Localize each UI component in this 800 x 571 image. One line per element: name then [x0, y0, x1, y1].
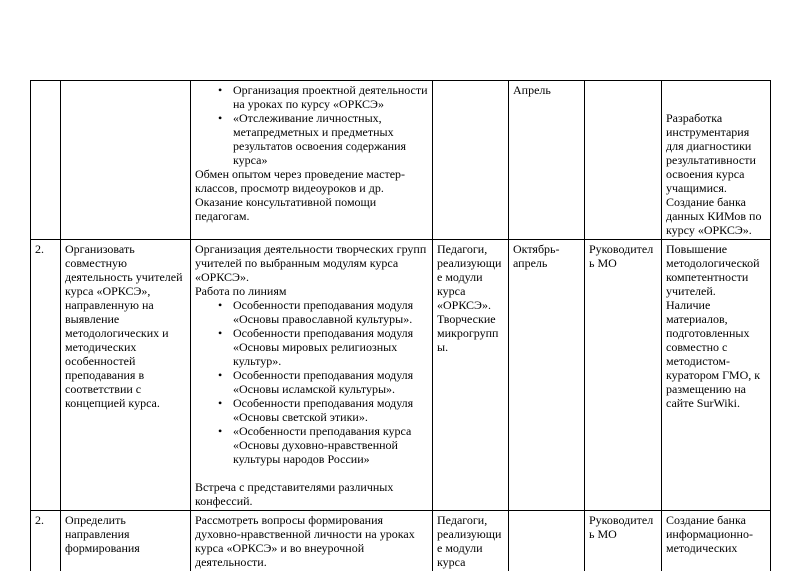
- paragraph: Педагоги, реализующие модули курса: [437, 513, 504, 569]
- paragraph: 2.: [35, 513, 56, 527]
- cell-time: [509, 511, 585, 571]
- bullet-item: • Особенности преподавания модуля «Основы светской этики».: [195, 396, 428, 424]
- table-row: [31, 511, 771, 571]
- cell-participants: [433, 81, 509, 240]
- paragraph: Руководитель МО: [589, 513, 657, 541]
- paragraph: Работа по линиям: [195, 284, 428, 298]
- cell-result: [662, 240, 771, 511]
- cell-time: [509, 81, 585, 240]
- paragraph: Определить направления формирования: [65, 513, 186, 555]
- paragraph: Обмен опытом через проведение мастер-классов, просмотр видеоуроков и др.: [195, 167, 428, 195]
- cell-content: [191, 81, 433, 240]
- bullet-item: • «Отслеживание личностных, метапредметных и предметных результатов освоения содержания курса»: [195, 111, 428, 167]
- paragraph: Октябрь-апрель: [513, 242, 580, 270]
- table-row: [31, 240, 771, 511]
- cell-task: [61, 240, 191, 511]
- paragraph: Создание банка данных КИМов по курсу «ОРКСЭ».: [666, 195, 766, 237]
- table-row: [31, 81, 771, 240]
- paragraph: Организовать совместную деятельность учителей курса «ОРКСЭ», направленную на выявление методологических и методических особенностей преподавания в соответствии с концепцией курса.: [65, 242, 186, 410]
- cell-responsible: [585, 81, 662, 240]
- bullet-item: • Особенности преподавания модуля «Основы православной культуры».: [195, 298, 428, 326]
- cell-time: [509, 240, 585, 511]
- paragraph: Организация деятельности творческих групп учителей по выбранным модулям курса «ОРКСЭ».: [195, 242, 428, 284]
- cell-task: [61, 511, 191, 571]
- cell-participants: [433, 240, 509, 511]
- cell-result: [662, 511, 771, 571]
- cell-num: [31, 240, 61, 511]
- paragraph: Наличие материалов, подготовленных совместно с методистом-куратором ГМО, к размещению на сайте SurWiki.: [666, 298, 766, 410]
- cell-num: [31, 81, 61, 240]
- cell-task: [61, 81, 191, 240]
- paragraph: Разработка инструментария для диагностики результативности освоения курса учащимися.: [666, 111, 766, 195]
- cell-num: [31, 511, 61, 571]
- bullet-item: • Особенности преподавания модуля «Основы исламской культуры».: [195, 368, 428, 396]
- paragraph: Создание банка информационно-методических: [666, 513, 766, 555]
- bullet-item: • «Особенности преподавания курса «Основы духовно-нравственной культуры народов России»: [195, 424, 428, 466]
- cell-content: [191, 240, 433, 511]
- cell-responsible: [585, 511, 662, 571]
- bullet-item: • Организация проектной деятельности на уроках по курсу «ОРКСЭ»: [195, 83, 428, 111]
- paragraph: Встреча с представителями различных конфессий.: [195, 480, 428, 508]
- cell-responsible: [585, 240, 662, 511]
- paragraph: Повышение методологической компетентности учителей.: [666, 242, 766, 298]
- cell-content: [191, 511, 433, 571]
- paragraph: Творческие микрогруппы.: [437, 312, 504, 354]
- spacer: [195, 466, 428, 480]
- spacer: [666, 97, 766, 111]
- plan-table: [30, 80, 771, 571]
- paragraph: Рассмотреть вопросы формирования духовно-нравственной личности на уроках курса «ОРКСЭ» и во внеурочной деятельности.: [195, 513, 428, 569]
- paragraph: Руководитель МО: [589, 242, 657, 270]
- paragraph: Оказание консультативной помощи педагогам.: [195, 195, 428, 223]
- paragraph: 2.: [35, 242, 56, 256]
- paragraph: Апрель: [513, 83, 580, 97]
- bullet-item: • Особенности преподавания модуля «Основы мировых религиозных культур».: [195, 326, 428, 368]
- paragraph: Педагоги, реализующие модули курса «ОРКСЭ».: [437, 242, 504, 312]
- cell-participants: [433, 511, 509, 571]
- plan-table-body: [31, 81, 771, 571]
- spacer: [666, 83, 766, 97]
- cell-result: [662, 81, 771, 240]
